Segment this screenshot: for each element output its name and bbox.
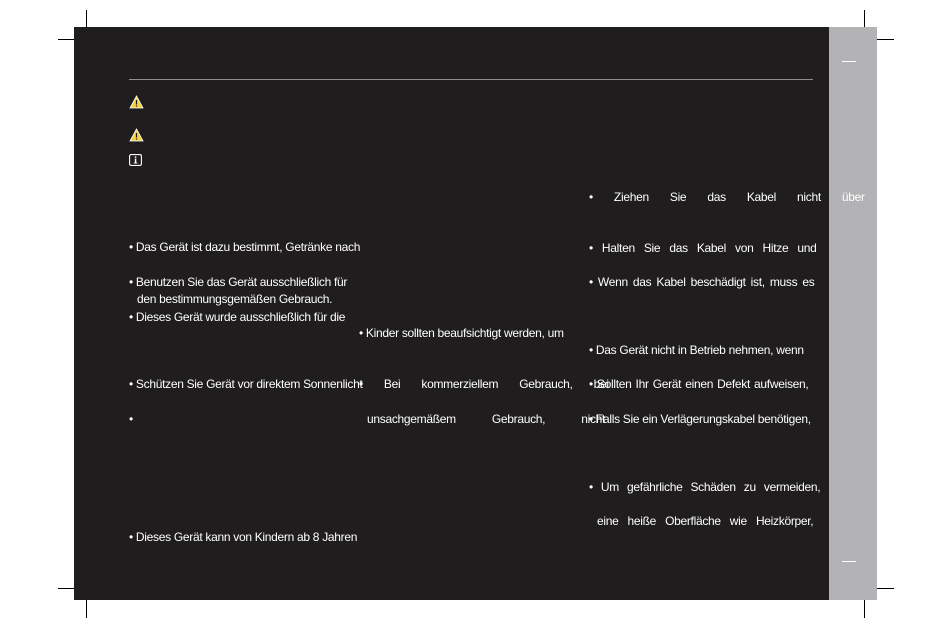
list-item-text: • Sollten Ihr Gerät einen Defekt aufweisen, (589, 377, 809, 391)
list-item: • Das Gerät nicht in Betrieb nehmen, wenn (589, 343, 804, 357)
list-item-text: • Um gefährliche Schäden zu vermeiden, (589, 480, 821, 494)
list-item-continuation (367, 412, 606, 426)
list-item (129, 275, 348, 289)
list-item-continuation: den bestimmungsgemäßen Gebrauch. (137, 292, 333, 306)
list-item-text: • Halten Sie das Kabel von Hitze und (589, 241, 817, 255)
list-item: • Falls Sie ein Verlägerungskabel benötigen, (589, 412, 811, 426)
tab-mark-top (842, 61, 856, 62)
list-item-text: eine heiße Oberfläche wie Heizkörper, (597, 514, 814, 528)
list-item (359, 377, 609, 391)
list-item (589, 241, 817, 255)
list-item: • Dieses Gerät wurde ausschließlich für die (129, 310, 346, 324)
warning-icon (129, 128, 144, 142)
list-item-text: • Ziehen Sie das Kabel nicht über (589, 190, 865, 204)
list-item: • (129, 412, 133, 426)
list-item-text: • Wenn das Kabel beschädigt ist, muss es (589, 275, 815, 289)
list-item-continuation (597, 514, 813, 528)
list-item-text: • Bei kommerziellem Gebrauch, bei (359, 377, 609, 391)
tab-mark-bottom (842, 561, 856, 562)
list-item: • Schützen Sie Gerät vor direktem Sonnenlicht (129, 377, 363, 391)
list-item: • Kinder sollten beaufsichtigt werden, um (359, 326, 564, 340)
header-rule (129, 79, 813, 80)
list-item: • Das Gerät ist dazu bestimmt, Getränke nach (129, 240, 361, 254)
manual-page (74, 27, 865, 600)
list-item (589, 190, 865, 204)
info-icon (129, 154, 142, 166)
list-item (589, 480, 820, 494)
side-tab (829, 27, 877, 600)
list-item: • Dieses Gerät kann von Kindern ab 8 Jahren (129, 530, 358, 544)
warning-icon (129, 95, 144, 109)
list-item (589, 275, 814, 289)
list-item-text: unsachgemäßem Gebrauch, nicht (367, 412, 606, 426)
list-item-text: • Benutzen Sie das Gerät ausschließlich für (129, 275, 348, 289)
list-item (589, 377, 808, 391)
